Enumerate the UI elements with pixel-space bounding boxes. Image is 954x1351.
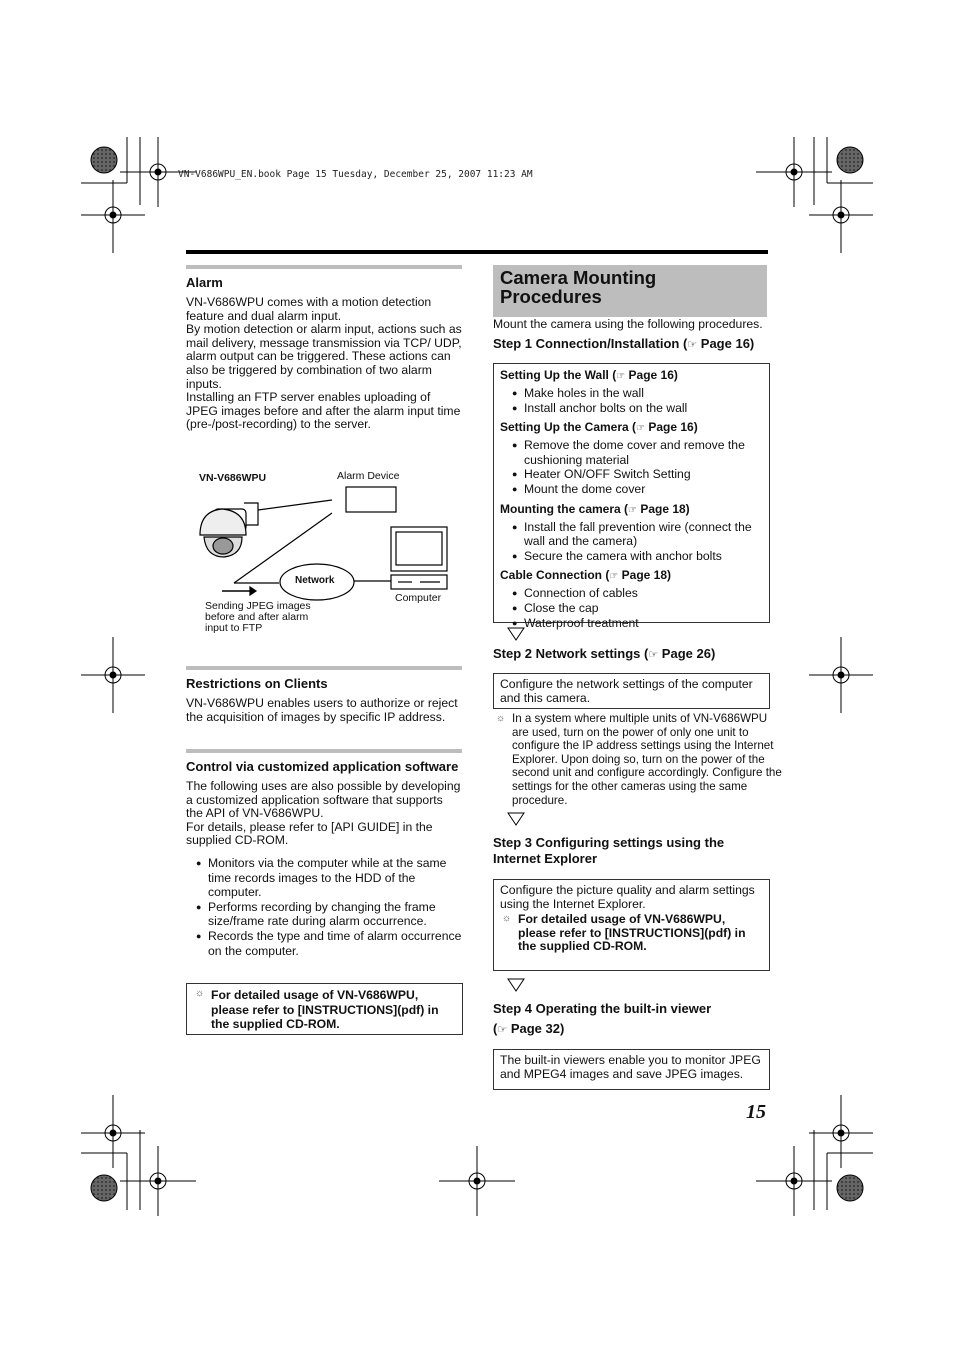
alarm-diagram <box>186 465 466 640</box>
step-label: Step 2 Network settings ( <box>493 646 649 661</box>
list-item: ● Records the type and time of alarm occurrence on the computer. <box>196 929 462 958</box>
procedure-block <box>500 568 763 630</box>
reference-icon: ☞ <box>497 1024 508 1036</box>
list-item: ● Waterproof treatment <box>512 616 763 631</box>
block-title: Setting Up the Camera ( <box>500 420 637 435</box>
paragraph: VN-V686WPU enables users to authorize or reject the acquisition of images by specific IP address. <box>186 696 458 724</box>
instructions-note-box <box>186 983 463 1035</box>
note-text: In a system where multiple units of VN-V686WPU are used, turn on the power of only one unit to configure the IP address settings using the Internet Explorer. Upon doing so, turn on the power of the second unit and configure accordingly. Configure the settings for the other cameras using the same procedure. <box>512 712 782 807</box>
book-file-header: VN-V686WPU_EN.book Page 15 Tuesday, December 25, 2007 11:23 AM <box>178 169 533 180</box>
procedure-list <box>500 368 763 630</box>
restrictions-section <box>186 666 462 724</box>
paragraph: VN-V686WPU comes with a motion detection feature and dual alarm input. <box>186 295 432 323</box>
top-rule <box>186 250 768 254</box>
step-arrow-icon <box>507 627 525 641</box>
diagram-caption <box>205 601 311 634</box>
caption-line: before and after alarm <box>205 611 309 623</box>
list-item: ● Make holes in the wall <box>512 386 763 401</box>
procedure-block <box>500 420 763 496</box>
block-title: Cable Connection ( <box>500 568 610 583</box>
page-ref: Page 18) <box>618 568 672 583</box>
reference-icon: ☞ <box>616 371 626 382</box>
note-text: For detailed usage of VN-V686WPU, please refer to [INSTRUCTIONS](pdf) in the supplied CD-ROM. <box>518 912 746 954</box>
bullet-list <box>196 856 462 958</box>
section-bar <box>186 265 462 269</box>
step-label: Step 1 Connection/Installation ( <box>493 336 688 351</box>
list-item: ● Performs recording by changing the frame size/frame rate during alarm occurrence. <box>196 900 462 929</box>
reference-icon: ☞ <box>628 504 637 516</box>
page-ref-open: ( <box>493 1021 498 1036</box>
alarm-section <box>186 265 462 432</box>
step2-note <box>494 712 784 807</box>
reference-icon: ☞ <box>687 339 698 351</box>
note-icon: ☼ <box>502 913 512 925</box>
list-item: ● Monitors via the computer while at the same time records images to the HDD of the computer. <box>196 856 462 900</box>
step-arrow-icon <box>507 978 525 992</box>
paragraph: Installing an FTP server enables uploading of JPEG images before and after the alarm input time (pre-/post-recording) to the server. <box>186 390 461 432</box>
list-item: ● Secure the camera with anchor bolts <box>512 549 763 564</box>
reference-icon: ☞ <box>648 649 659 661</box>
block-title: Mounting the camera ( <box>500 501 629 516</box>
note-icon: ☼ <box>496 713 506 724</box>
note <box>500 913 763 954</box>
step1-box <box>493 363 770 630</box>
reference-icon: ☞ <box>636 423 645 435</box>
list-item: ● Remove the dome cover and remove the cushioning material <box>512 438 763 467</box>
computer-label: Computer <box>395 592 442 604</box>
page-number: 15 <box>746 1101 766 1123</box>
paragraph: By motion detection or alarm input, actions such as mail delivery, message transmission via TCP/ UDP, alarm output can be triggered. These actions can also be triggered by combination of two alarm inputs. <box>186 322 462 391</box>
list-item: ● Close the cap <box>512 601 763 616</box>
note-icon: ☼ <box>195 988 205 999</box>
reference-icon: ☞ <box>609 571 619 583</box>
list-item: ● Connection of cables <box>512 586 763 601</box>
page-title: Camera Mounting Procedures <box>493 265 767 317</box>
alarm-device-label: Alarm Device <box>337 470 400 482</box>
network-label: Network <box>295 575 335 586</box>
step-label: Step 4 Operating the built-in viewer <box>493 1001 712 1016</box>
note-text: For detailed usage of VN-V686WPU, please refer to [INSTRUCTIONS](pdf) in the supplied CD-ROM. <box>211 988 439 1032</box>
section-title: Alarm <box>186 275 223 290</box>
procedure-block <box>500 502 763 564</box>
step4-box: The built-in viewers enable you to monitor JPEG and MPEG4 images and save JPEG images. <box>493 1049 770 1090</box>
list-item: ● Mount the dome cover <box>512 482 763 497</box>
page-ref: Page 16) <box>625 368 678 382</box>
page-ref: Page 32) <box>507 1021 565 1036</box>
caption-line: Sending JPEG images <box>205 600 311 612</box>
intro-text: Mount the camera using the following procedures. <box>493 317 763 331</box>
step2-heading <box>493 646 773 663</box>
section-bar <box>186 666 462 670</box>
page-ref: Page 16) <box>645 420 698 435</box>
paragraph: The following uses are also possible by developing a customized application software that supports the API of VN-V686WPU. <box>186 779 461 821</box>
note <box>193 988 456 1032</box>
box-text: Configure the picture quality and alarm settings using the Internet Explorer. <box>500 883 755 911</box>
page-ref: Page 26) <box>658 646 716 661</box>
section-bar <box>186 749 462 753</box>
caption-line: input to FTP <box>205 622 263 634</box>
step1-heading <box>493 336 773 353</box>
list-item: ● Install anchor bolts on the wall <box>512 401 763 416</box>
control-section <box>186 749 462 958</box>
block-title: Setting Up the Wall ( <box>500 368 617 382</box>
procedure-block <box>500 368 763 415</box>
step-arrow-icon <box>507 812 525 826</box>
step4-heading <box>493 1001 773 1038</box>
step2-box: Configure the network settings of the computer and this camera. <box>493 673 770 709</box>
step3-heading: Step 3 Configuring settings using the Internet Explorer <box>493 835 725 866</box>
page-ref: Page 18) <box>636 501 690 516</box>
page-ref: Page 16) <box>697 336 755 351</box>
section-title: Control via customized application software <box>186 759 459 774</box>
camera-label: VN-V686WPU <box>199 472 267 484</box>
section-title: Restrictions on Clients <box>186 676 328 691</box>
paragraph: For details, please refer to [API GUIDE] in the supplied CD-ROM. <box>186 819 433 848</box>
list-item: ● Install the fall prevention wire (connect the wall and the camera) <box>512 520 763 549</box>
step3-box <box>493 879 770 971</box>
list-item: ● Heater ON/OFF Switch Setting <box>512 467 763 482</box>
